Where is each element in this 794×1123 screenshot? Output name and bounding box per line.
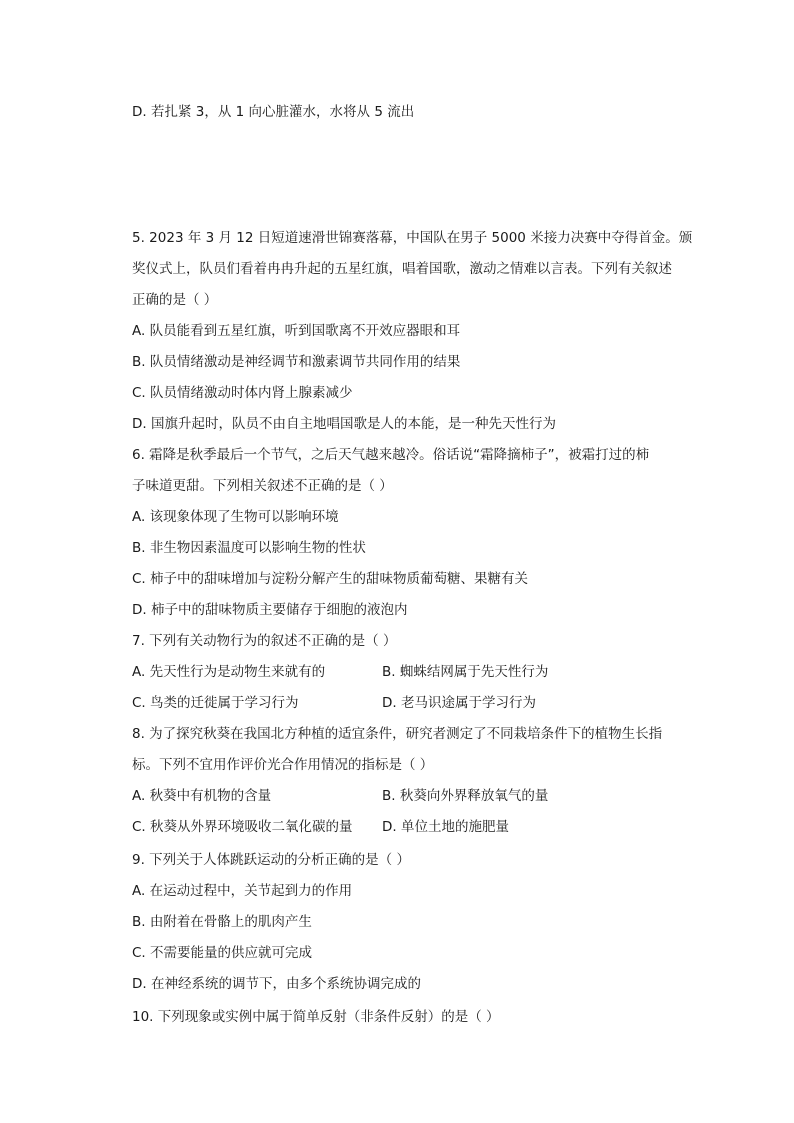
option-a: A. 该现象体现了生物可以影响环境	[132, 509, 339, 525]
option-c: C. 鸟类的迁徙属于学习行为	[132, 695, 299, 711]
question-stem-line: 5. 2023 年 3 月 12 日短道速滑世锦赛落幕，中国队在男子 5000 米接力决赛中夺得首金。颁	[132, 230, 693, 246]
option-a: A. 队员能看到五星红旗，听到国歌离不开效应器眼和耳	[132, 323, 461, 339]
option-c: C. 柿子中的甜味增加与淀粉分解产生的甜味物质葡萄糖、果糖有关	[132, 571, 529, 587]
option-d: D. 在神经系统的调节下，由多个系统协调完成的	[132, 976, 421, 992]
question-stem-line: 8. 为了探究秋葵在我国北方种植的适宜条件，研究者测定了不同栽培条件下的植物生长指	[132, 726, 663, 742]
question-stem-line: 6. 霜降是秋季最后一个节气，之后天气越来越冷。俗话说“霜降摘柿子”，被霜打过的柿	[132, 447, 650, 463]
question-stem-line: 标。下列不宜用作评价光合作用情况的指标是（ ）	[132, 757, 434, 773]
option-a: A. 秋葵中有机物的含量	[132, 788, 272, 804]
question-stem-line: 正确的是（ ）	[132, 292, 218, 308]
question-stem-line: 10. 下列现象或实例中属于简单反射（非条件反射）的是（ ）	[132, 1009, 500, 1025]
option-d: D. 国旗升起时，队员不由自主地唱国歌是人的本能，是一种先天性行为	[132, 416, 556, 432]
option-c: C. 不需要能量的供应就可完成	[132, 945, 313, 961]
question-stem-line: 奖仪式上，队员们看着冉冉升起的五星红旗，唱着国歌，激动之情难以言表。下列有关叙述	[132, 261, 672, 277]
option-b: B. 蜘蛛结网属于先天性行为	[382, 664, 549, 680]
option-a: A. 先天性行为是动物生来就有的	[132, 664, 326, 680]
question-stem-line: 9. 下列关于人体跳跃运动的分析正确的是（ ）	[132, 852, 410, 868]
option-d: D. 柿子中的甜味物质主要储存于细胞的液泡内	[132, 602, 408, 618]
option-c: C. 秋葵从外界环境吸收二氧化碳的量	[132, 819, 353, 835]
option-b: B. 非生物因素温度可以影响生物的性状	[132, 540, 366, 556]
prev-option-d: D. 若扎紧 3，从 1 向心脏灌水，水将从 5 流出	[132, 104, 415, 120]
option-b: B. 秋葵向外界释放氧气的量	[382, 788, 549, 804]
option-a: A. 在运动过程中，关节起到力的作用	[132, 883, 353, 899]
option-b: B. 由附着在骨骼上的肌肉产生	[132, 914, 312, 930]
option-c: C. 队员情绪激动时体内肾上腺素减少	[132, 385, 353, 401]
option-b: B. 队员情绪激动是神经调节和激素调节共同作用的结果	[132, 354, 461, 370]
question-stem-line: 7. 下列有关动物行为的叙述不正确的是（ ）	[132, 633, 397, 649]
option-d: D. 单位土地的施肥量	[382, 819, 509, 835]
option-d: D. 老马识途属于学习行为	[382, 695, 536, 711]
question-stem-line: 子味道更甜。下列相关叙述不正确的是（ ）	[132, 478, 393, 494]
